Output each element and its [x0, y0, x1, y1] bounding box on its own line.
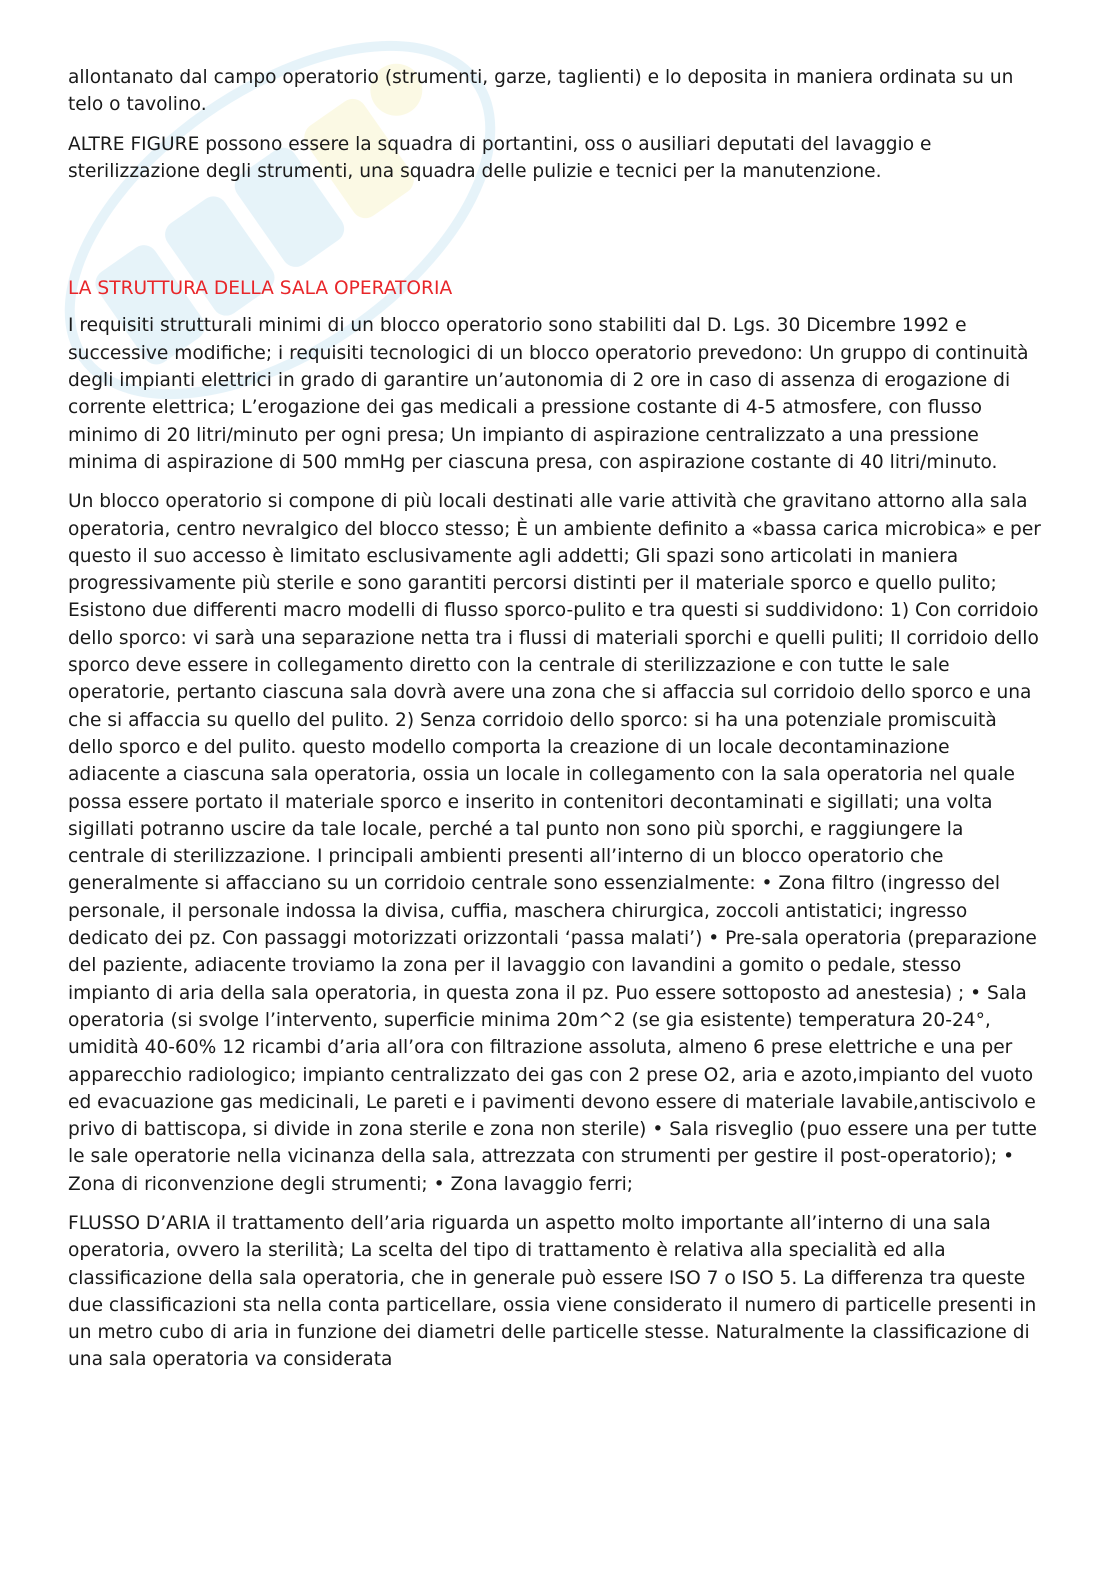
paragraph-requisiti: I requisiti strutturali minimi di un blocco operatorio sono stabiliti dal D. Lgs. 30 Dicembre 1992 e successive modifiche; i requisiti tecnologici di un blocco operatorio prevedono: Un gruppo di continuità degli impianti elettrici in grado di garantire un’autonomia di 2 ore in caso di assenza di erogazione di corrente elettrica; L’erogazione dei gas medicali a pressione costante di 4-5 atmosfere, con flusso minimo di 20 litri/minuto per ogni presa; Un impianto di aspirazione centralizzato a una pressione minima di aspirazione di 500 mmHg per ciascuna presa, con aspirazione costante di 40 litri/minuto.	[68, 315, 1029, 473]
section-spacer	[68, 197, 1043, 275]
section-title: LA STRUTTURA DELLA SALA OPERATORIA	[68, 278, 453, 300]
document-page	[68, 64, 1043, 1386]
paragraph-altre-figure: ALTRE FIGURE possono essere la squadra di portantini, oss o ausiliari deputati del lavaggio e sterilizzazione degli strumenti, una squadra delle pulizie e tecnici per la manutenzione.	[68, 133, 932, 182]
paragraph-continued: allontanato dal campo operatorio (strumenti, garze, taglienti) e lo deposita in maniera ordinata su un telo o tavolino.	[68, 67, 1014, 116]
paragraph-blocco-operatorio: Un blocco operatorio si compone di più locali destinati alle varie attività che gravitano attorno alla sala operatoria, centro nevralgico del blocco stesso; È un ambiente definito a «bassa carica microbica» e per questo il suo accesso è limitato esclusivamente agli addetti; Gli spazi sono articolati in maniera progressivamente più sterile e sono garantiti percorsi distinti per il materiale sporco e quello pulito; Esistono due differenti macro modelli di flusso sporco-pulito e tra questi si suddividono: 1) Con corridoio dello sporco: vi sarà una separazione netta tra i flussi di materiali sporchi e quelli puliti; Il corridoio dello sporco deve essere in collegamento diretto con la centrale di sterilizzazione e con tutte le sale operatorie, pertanto ciascuna sala dovrà avere una zona che si affaccia sul corridoio dello sporco e una che si affaccia su quello del pulito. 2) Senza corridoio dello sporco: si ha una potenziale promiscuità dello sporco e del pulito. questo modello comporta la creazione di un locale decontaminazione adiacente a ciascuna sala operatoria, ossia un locale in collegamento con la sala operatoria nel quale possa essere portato il materiale sporco e inserito in contenitori decontaminati e sigillati; una volta sigillati potranno uscire da tale locale, perché a tal punto non sono più sporchi, e raggiungere la centrale di sterilizzazione. I principali ambienti presenti all’interno di un blocco operatorio che generalmente si affacciano su un corridoio centrale sono essenzialmente: • Zona filtro (ingresso del personale, il personale indossa la divisa, cuffia, maschera chirurgica, zoccoli antistatici; ingresso dedicato dei pz. Con passaggi motorizzati orizzontali ‘passa malati’) • Pre-sala operatoria (preparazione del paziente, adiacente troviamo la zona per il lavaggio con lavandini a gomito o pedale, stesso impianto di aria della sala operatoria, in questa zona il pz. Puo essere sottoposto ad anestesia) ; • Sala operatoria (si svolge l’intervento, superficie minima 20m^2 (se gia esistente) temperatura 20-24°, umidità 40-60% 12 ricambi d’aria all’ora con filtrazione assoluta, almeno 6 prese elettriche e una per apparecchio radiologico; impianto centralizzato dei gas con 2 prese O2, aria e azoto,impianto del vuoto ed evacuazione gas medicinali, Le pareti e i pavimenti devono essere di materiale lavabile,antiscivolo e privo di battiscopa, si divide in zona sterile e zona non sterile) • Sala risveglio (puo essere una per tutte le sale operatorie nella vicinanza della sala, attrezzata con strumenti per gestire il post-operatorio); • Zona di riconvenzione degli strumenti; • Zona lavaggio ferri;	[68, 491, 1041, 1195]
paragraph-flusso-aria: FLUSSO D’ARIA il trattamento dell’aria riguarda un aspetto molto importante all’interno di una sala operatoria, ovvero la sterilità; La scelta del tipo di trattamento è relativa alla specialità ed alla classificazione della sala operatoria, che in generale può essere ISO 7 o ISO 5. La differenza tra queste due classificazioni sta nella conta particellare, ossia viene considerato il numero di particelle presenti in un metro cubo di aria in funzione dei diametri delle particelle stesse. Naturalmente la classificazione di una sala operatoria va considerata	[68, 1212, 1037, 1371]
